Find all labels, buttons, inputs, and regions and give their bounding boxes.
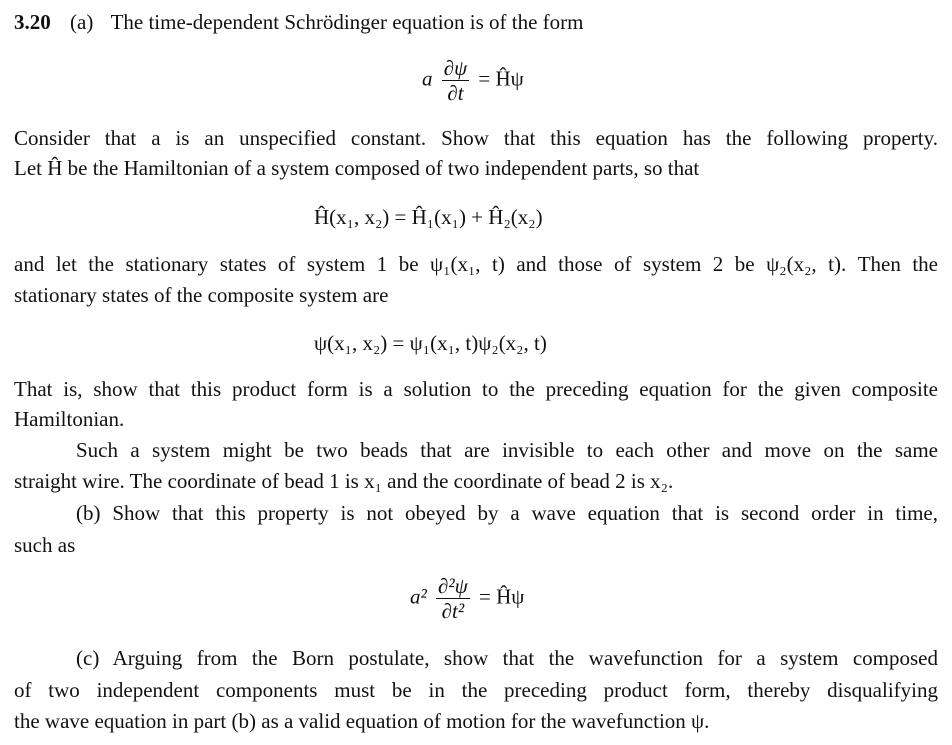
para2-line2: stationary states of the composite system are	[14, 283, 389, 307]
part-c-line3: the wave equation in part (b) as a valid equation of motion for the wavefunction ψ.	[14, 709, 710, 733]
part-b-line1: (b) Show that this property is not obeyed by a wave equation that is second order in time,	[76, 501, 938, 525]
para2-line1: and let the stationary states of system 1 be ψ₁(x₁, t) and those of system 2 be ψ₂(x₂, t). Then the	[14, 252, 938, 276]
part-c-line2: of two independent components must be in the preceding product form, thereby disqualifying	[14, 678, 938, 702]
equation-schrodinger	[422, 56, 524, 105]
eq4-fraction	[436, 574, 470, 623]
eq4-coef: a²	[410, 584, 427, 609]
equation-second-order	[410, 574, 524, 623]
para4-line2: straight wire. The coordinate of bead 1 is x₁ and the coordinate of bead 2 is x₂.	[14, 469, 674, 493]
eq1-fraction	[442, 56, 469, 105]
eq4-denominator: ∂t²	[441, 599, 465, 623]
para3-line2: Hamiltonian.	[14, 407, 125, 431]
problem-number: 3.20	[14, 10, 51, 34]
part-a-label: (a)	[70, 10, 94, 34]
problem-heading	[14, 8, 584, 36]
part-a-intro: The time-dependent Schrödinger equation is of the form	[110, 10, 584, 34]
equation-hamiltonian: Ĥ(x₁, x₂) = Ĥ₁(x₁) + Ĥ₂(x₂)	[314, 205, 543, 229]
equation-product-state: ψ(x₁, x₂) = ψ₁(x₁, t)ψ₂(x₂, t)	[314, 331, 547, 355]
eq1-numerator: ∂ψ	[443, 56, 468, 80]
para1-line2: Let Ĥ be the Hamiltonian of a system composed of two independent parts, so that	[14, 156, 700, 180]
eq4-rhs: = Ĥψ	[479, 584, 525, 609]
eq1-coef: a	[422, 66, 433, 91]
part-c-line1: (c) Arguing from the Born postulate, show that the wavefunction for a system composed	[76, 646, 938, 670]
para4-line1: Such a system might be two beads that are invisible to each other and move on the same	[76, 438, 938, 462]
part-b-line2: such as	[14, 533, 76, 557]
eq1-rhs: = Ĥψ	[478, 66, 524, 91]
para1-line1: Consider that a is an unspecified constant. Show that this equation has the following property.	[14, 126, 938, 150]
para3-line1: That is, show that this product form is a solution to the preceding equation for the given composite	[14, 377, 938, 401]
eq4-numerator: ∂²ψ	[438, 574, 468, 598]
eq1-denominator: ∂t	[447, 81, 464, 105]
